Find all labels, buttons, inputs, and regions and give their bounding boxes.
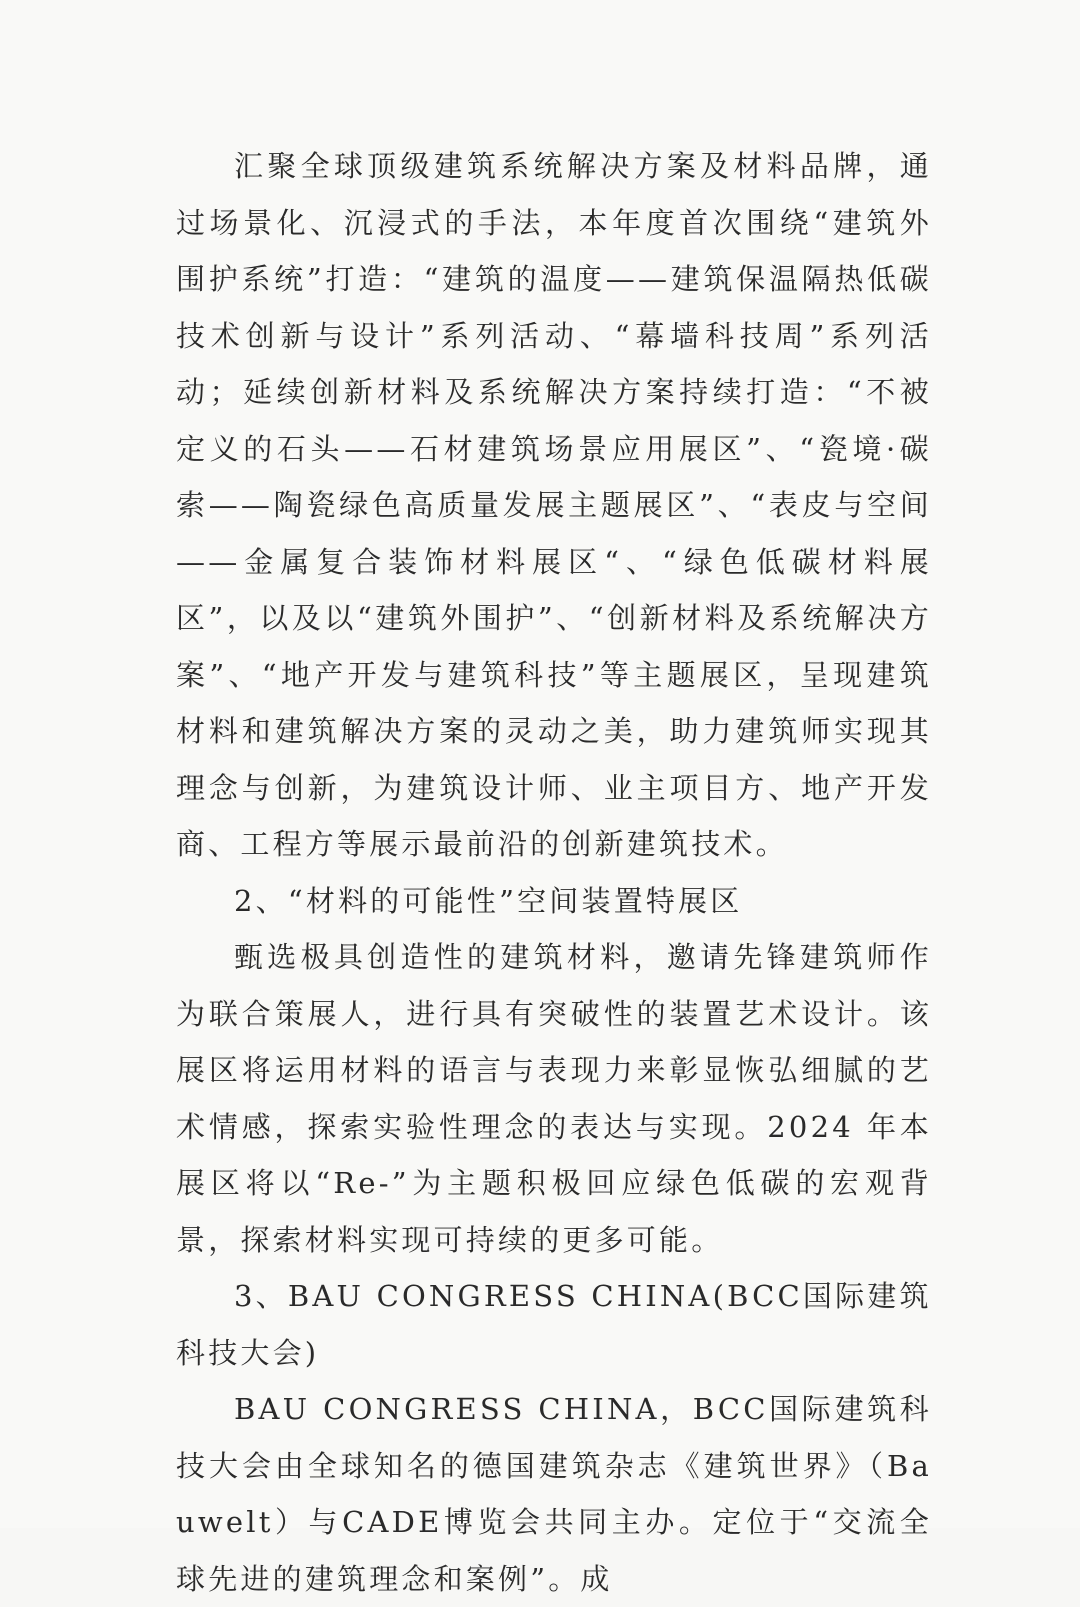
intro-paragraph: 汇聚全球顶级建筑系统解决方案及材料品牌，通过场景化、沉浸式的手法，本年度首次围绕“建筑外围护系统”打造：“建筑的温度——建筑保温隔热低碳技术创新与设计”系列活动、“幕墙科技周”系列活动；延续创新材料及系统解决方案持续打造：“不被定义的石头——石材建筑场景应用展区”、“瓷境·碳索——陶瓷绿色高质量发展主题展区”、“表皮与空间——金属复合装饰材料展区“、“绿色低碳材料展区”，以及以“建筑外围护”、“创新材料及系统解决方案”、“地产开发与建筑科技”等主题展区，呈现建筑材料和建筑解决方案的灵动之美，助力建筑师实现其理念与创新，为建筑设计师、业主项目方、地产开发商、工程方等展示最前沿的创新建筑技术。 xyxy=(176,149,932,861)
section-3-heading: 3、BAU CONGRESS CHINA(BCC国际建筑科技大会) xyxy=(176,1279,932,1370)
section-3-paragraph: BAU CONGRESS CHINA，BCC国际建筑科技大会由全球知名的德国建筑杂志《建筑世界》（Bauwelt）与CADE博览会共同主办。定位于“交流全球先进的建筑理念和案例”。成 xyxy=(176,1392,932,1596)
section-2-heading: 2、“材料的可能性”空间装置特展区 xyxy=(234,883,743,918)
document-body xyxy=(176,138,932,1607)
section-2-paragraph: 甄选极具创造性的建筑材料，邀请先锋建筑师作为联合策展人，进行具有突破性的装置艺术设计。该展区将运用材料的语言与表现力来彰显恢弘细腻的艺术情感，探索实验性理念的表达与实现。2024 年本展区将以“Re-”为主题积极回应绿色低碳的宏观背景，探索材料实现可持续的更多可能。 xyxy=(176,940,932,1257)
